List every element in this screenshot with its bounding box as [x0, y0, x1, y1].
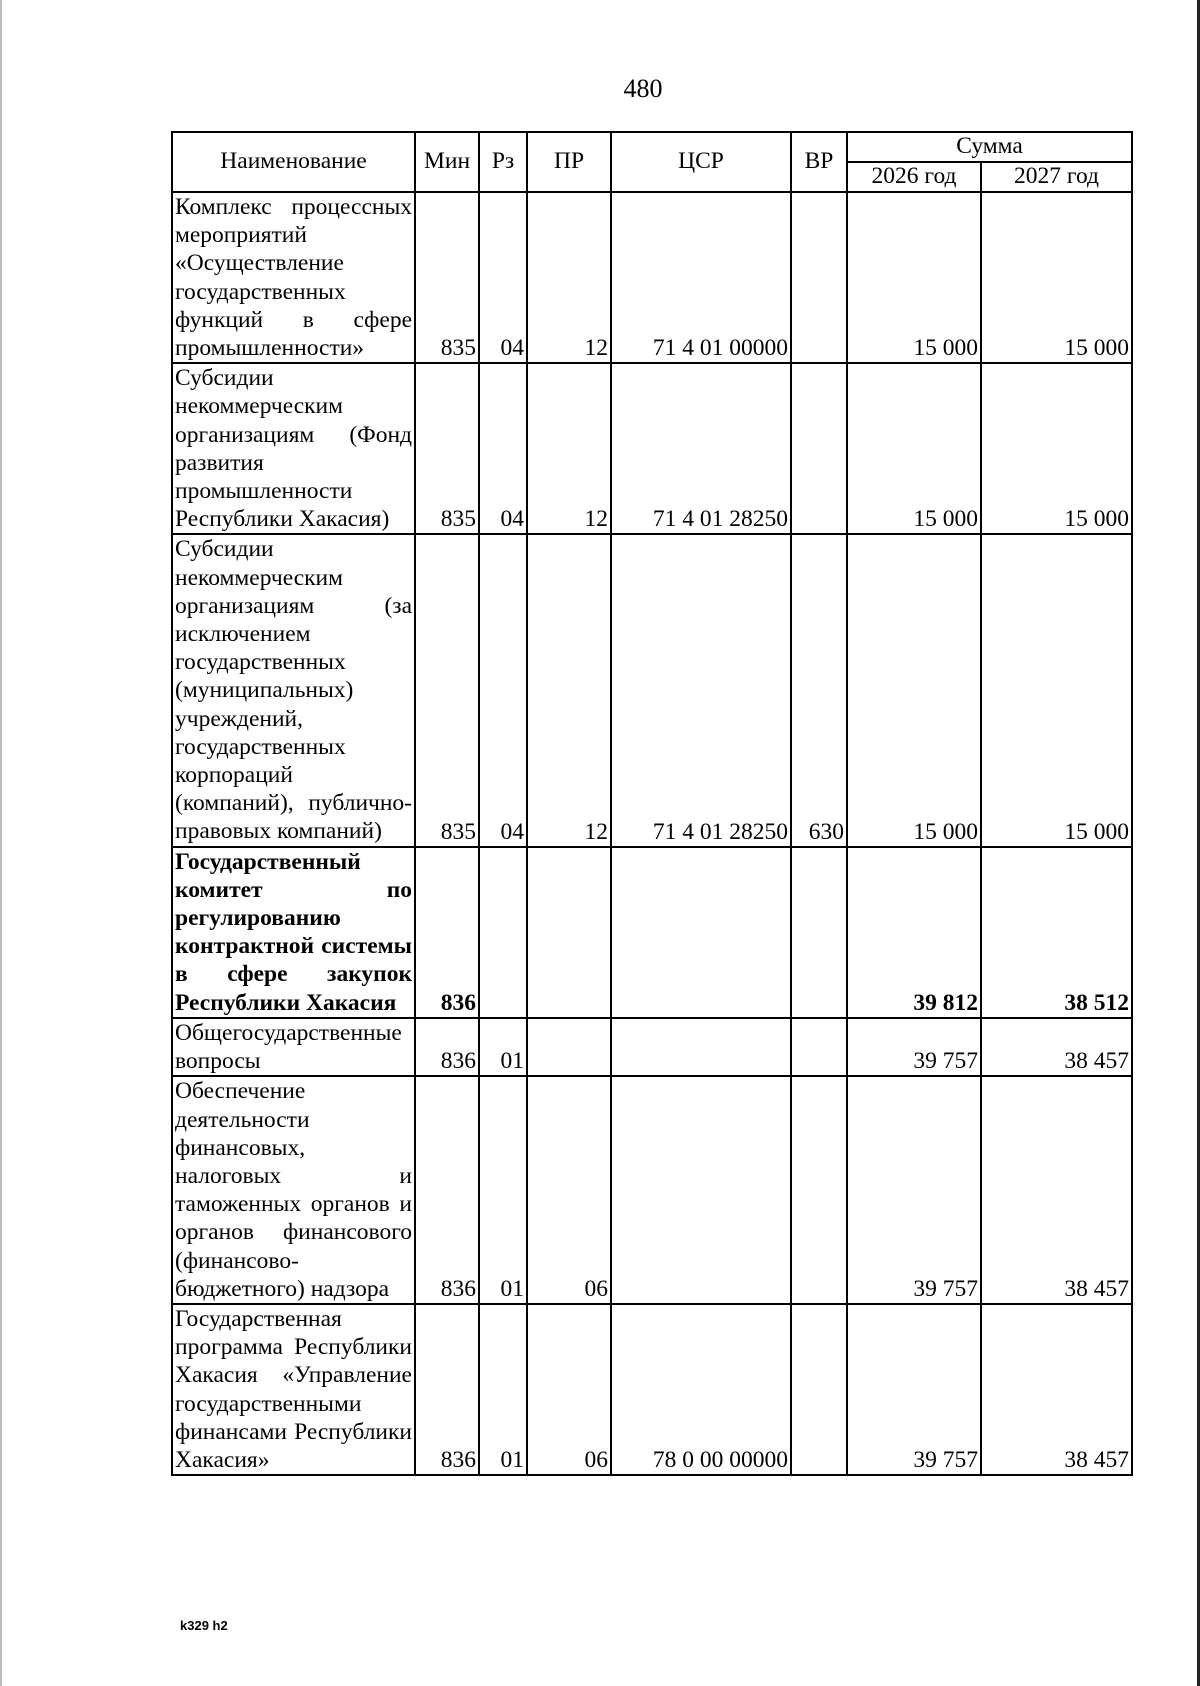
header-year-2027: 2027 год	[981, 162, 1132, 192]
row-name: Государственный комитет по регулированию контрактной системы в сфере закупок Республики Хакасия	[172, 847, 415, 1018]
row-vr: 630	[791, 534, 847, 846]
row-amount-2027: 15 000	[981, 363, 1132, 534]
header-rz: Рз	[479, 132, 527, 192]
row-min: 836	[415, 1018, 479, 1076]
row-rz: 01	[479, 1018, 527, 1076]
page-number: 480	[623, 74, 663, 103]
row-pr	[527, 1018, 611, 1076]
header-name: Наименование	[172, 132, 415, 192]
row-csr: 78 0 00 00000	[611, 1304, 791, 1475]
row-csr	[611, 1018, 791, 1076]
row-amount-2027: 38 457	[981, 1076, 1132, 1304]
row-amount-2026: 39 812	[847, 847, 981, 1018]
row-csr: 71 4 01 00000	[611, 192, 791, 363]
scan-edge-left	[0, 0, 2, 1686]
row-min: 835	[415, 192, 479, 363]
header-vr: ВР	[791, 132, 847, 192]
row-vr	[791, 1018, 847, 1076]
row-pr: 12	[527, 192, 611, 363]
table-row	[172, 192, 1132, 363]
row-amount-2027: 38 457	[981, 1018, 1132, 1076]
row-name: Общегосударственные вопросы	[172, 1018, 415, 1076]
header-min: Мин	[415, 132, 479, 192]
row-pr	[527, 847, 611, 1018]
row-name: Субсидии некоммерческим организациям (за исключением государственных (муниципальных) учреждений, государственных корпораций (компаний), публично-правовых компаний)	[172, 534, 415, 846]
row-min: 836	[415, 1076, 479, 1304]
row-name: Обеспечение деятельности финансовых, налоговых и таможенных органов и органов финансового (финансово-бюджетного) надзора	[172, 1076, 415, 1304]
row-amount-2026: 15 000	[847, 534, 981, 846]
row-rz: 01	[479, 1304, 527, 1475]
row-vr	[791, 847, 847, 1018]
row-amount-2027: 15 000	[981, 534, 1132, 846]
row-min: 835	[415, 363, 479, 534]
row-min: 835	[415, 534, 479, 846]
table-row	[172, 363, 1132, 534]
row-amount-2026: 39 757	[847, 1018, 981, 1076]
row-amount-2027: 15 000	[981, 192, 1132, 363]
row-pr: 06	[527, 1304, 611, 1475]
row-pr: 12	[527, 534, 611, 846]
row-amount-2026: 15 000	[847, 192, 981, 363]
row-pr: 06	[527, 1076, 611, 1304]
row-min: 836	[415, 847, 479, 1018]
row-rz: 01	[479, 1076, 527, 1304]
footer-code: k329 h2	[180, 1618, 228, 1633]
row-vr	[791, 192, 847, 363]
row-name: Комплекс процессных мероприятий «Осуществление государственных функций в сфере промышленности»	[172, 192, 415, 363]
table-row	[172, 1076, 1132, 1304]
row-rz: 04	[479, 192, 527, 363]
row-csr: 71 4 01 28250	[611, 534, 791, 846]
table-row	[172, 1018, 1132, 1076]
row-vr	[791, 1076, 847, 1304]
row-csr	[611, 847, 791, 1018]
row-rz: 04	[479, 534, 527, 846]
header-pr: ПР	[527, 132, 611, 192]
header-sum: Сумма	[847, 132, 1132, 162]
row-amount-2026: 15 000	[847, 363, 981, 534]
row-vr	[791, 1304, 847, 1475]
table-row	[172, 1304, 1132, 1475]
row-amount-2027: 38 512	[981, 847, 1132, 1018]
row-vr	[791, 363, 847, 534]
row-min: 836	[415, 1304, 479, 1475]
row-pr: 12	[527, 363, 611, 534]
header-year-2026: 2026 год	[847, 162, 981, 192]
row-amount-2026: 39 757	[847, 1076, 981, 1304]
row-rz: 04	[479, 363, 527, 534]
row-rz	[479, 847, 527, 1018]
row-name: Государственная программа Республики Хакасия «Управление государственными финансами Республики Хакасия»	[172, 1304, 415, 1475]
row-amount-2026: 39 757	[847, 1304, 981, 1475]
budget-table	[171, 131, 1133, 1476]
row-amount-2027: 38 457	[981, 1304, 1132, 1475]
table-row	[172, 847, 1132, 1018]
table-row	[172, 534, 1132, 846]
header-csr: ЦСР	[611, 132, 791, 192]
row-csr	[611, 1076, 791, 1304]
row-name: Субсидии некоммерческим организациям (Фонд развития промышленности Республики Хакасия)	[172, 363, 415, 534]
row-csr: 71 4 01 28250	[611, 363, 791, 534]
